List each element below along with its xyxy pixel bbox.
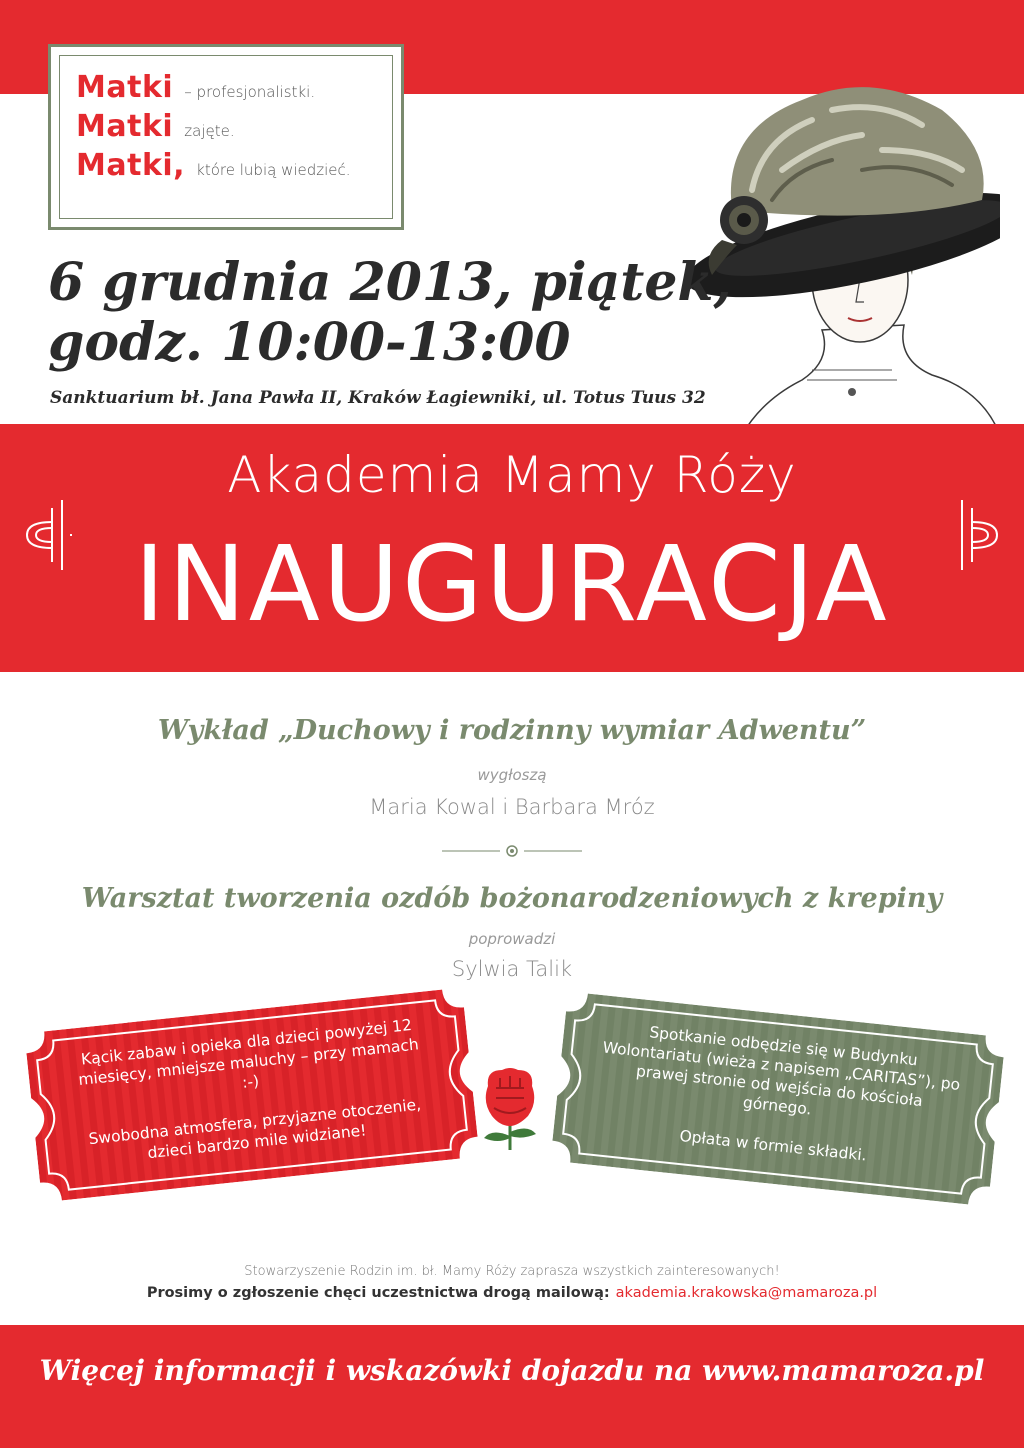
matki-word: Matki xyxy=(76,70,174,105)
ticket-kids-corner xyxy=(24,987,479,1202)
workshop-label: poprowadzi xyxy=(468,930,556,948)
matki-row xyxy=(76,148,392,187)
lecture-title: Wykład „Duchowy i rodzinny wymiar Adwentu” xyxy=(157,715,867,746)
matki-box xyxy=(48,44,404,230)
matki-desc: – profesjonalistki. xyxy=(184,83,316,101)
email-link[interactable]: akademia.krakowska@mamaroza.pl xyxy=(615,1285,878,1301)
workshop-title: Warsztat tworzenia ozdób bożonarodzeniowych z krepiny xyxy=(81,883,943,914)
more-info-link[interactable]: Więcej informacji i wskazówki dojazdu na www.mamaroza.pl xyxy=(39,1354,985,1387)
event-address: Sanktuarium bł. Jana Pawła II, Kraków Łagiewniki, ul. Totus Tuus 32 xyxy=(50,388,706,408)
ticket-right-text-1: Spotkanie odbędzie się w Budynku Wolontariatu (wieża z napisem „CARITAS”), po prawej stronie od wejścia do kościoła górnego. xyxy=(601,1023,962,1119)
divider-ornament-icon xyxy=(442,843,582,859)
ticket-left-text-2: Swobodna atmosfera, przyjazne otoczenie, dzieci bardzo mile widziane! xyxy=(87,1095,422,1163)
registration-request xyxy=(0,1285,1024,1301)
event-date: 6 grudnia 2013, piątek, xyxy=(48,252,732,313)
matki-row xyxy=(76,70,392,109)
matki-word: Matki xyxy=(76,109,174,144)
lecture-speakers: Maria Kowal i Barbara Mróz xyxy=(369,795,655,819)
matki-desc: zajęte. xyxy=(184,122,235,140)
invitation-text: Stowarzyszenie Rodzin im. bł. Mamy Róży zaprasza wszystkich zainteresowanych! xyxy=(244,1264,780,1279)
lecture-label: wygłoszą xyxy=(477,766,547,784)
inauguration-heading: INAUGURACJA xyxy=(134,523,890,645)
workshop-leader: Sylwia Talik xyxy=(451,957,573,981)
matki-row xyxy=(76,109,392,148)
event-time: godz. 10:00-13:00 xyxy=(48,312,571,373)
vintage-lady-portrait xyxy=(682,40,1000,435)
matki-word: Matki, xyxy=(76,148,186,183)
ticket-venue-info xyxy=(550,991,1005,1206)
academy-title: Akademia Mamy Róży xyxy=(227,446,797,504)
matki-desc: które lubią wiedzieć. xyxy=(196,161,351,179)
ticket-right-text-2: Opłata w formie składki. xyxy=(678,1126,868,1165)
ticket-left-text-1: Kącik zabaw i opieka dla dzieci powyżej 12 miesięcy, mniejsze maluchy – przy mamach :-) xyxy=(77,1015,420,1092)
registration-text: Prosimy o zgłoszenie chęci uczestnictwa drogą mailową: xyxy=(146,1285,610,1301)
rose-fist-icon xyxy=(478,1066,542,1150)
